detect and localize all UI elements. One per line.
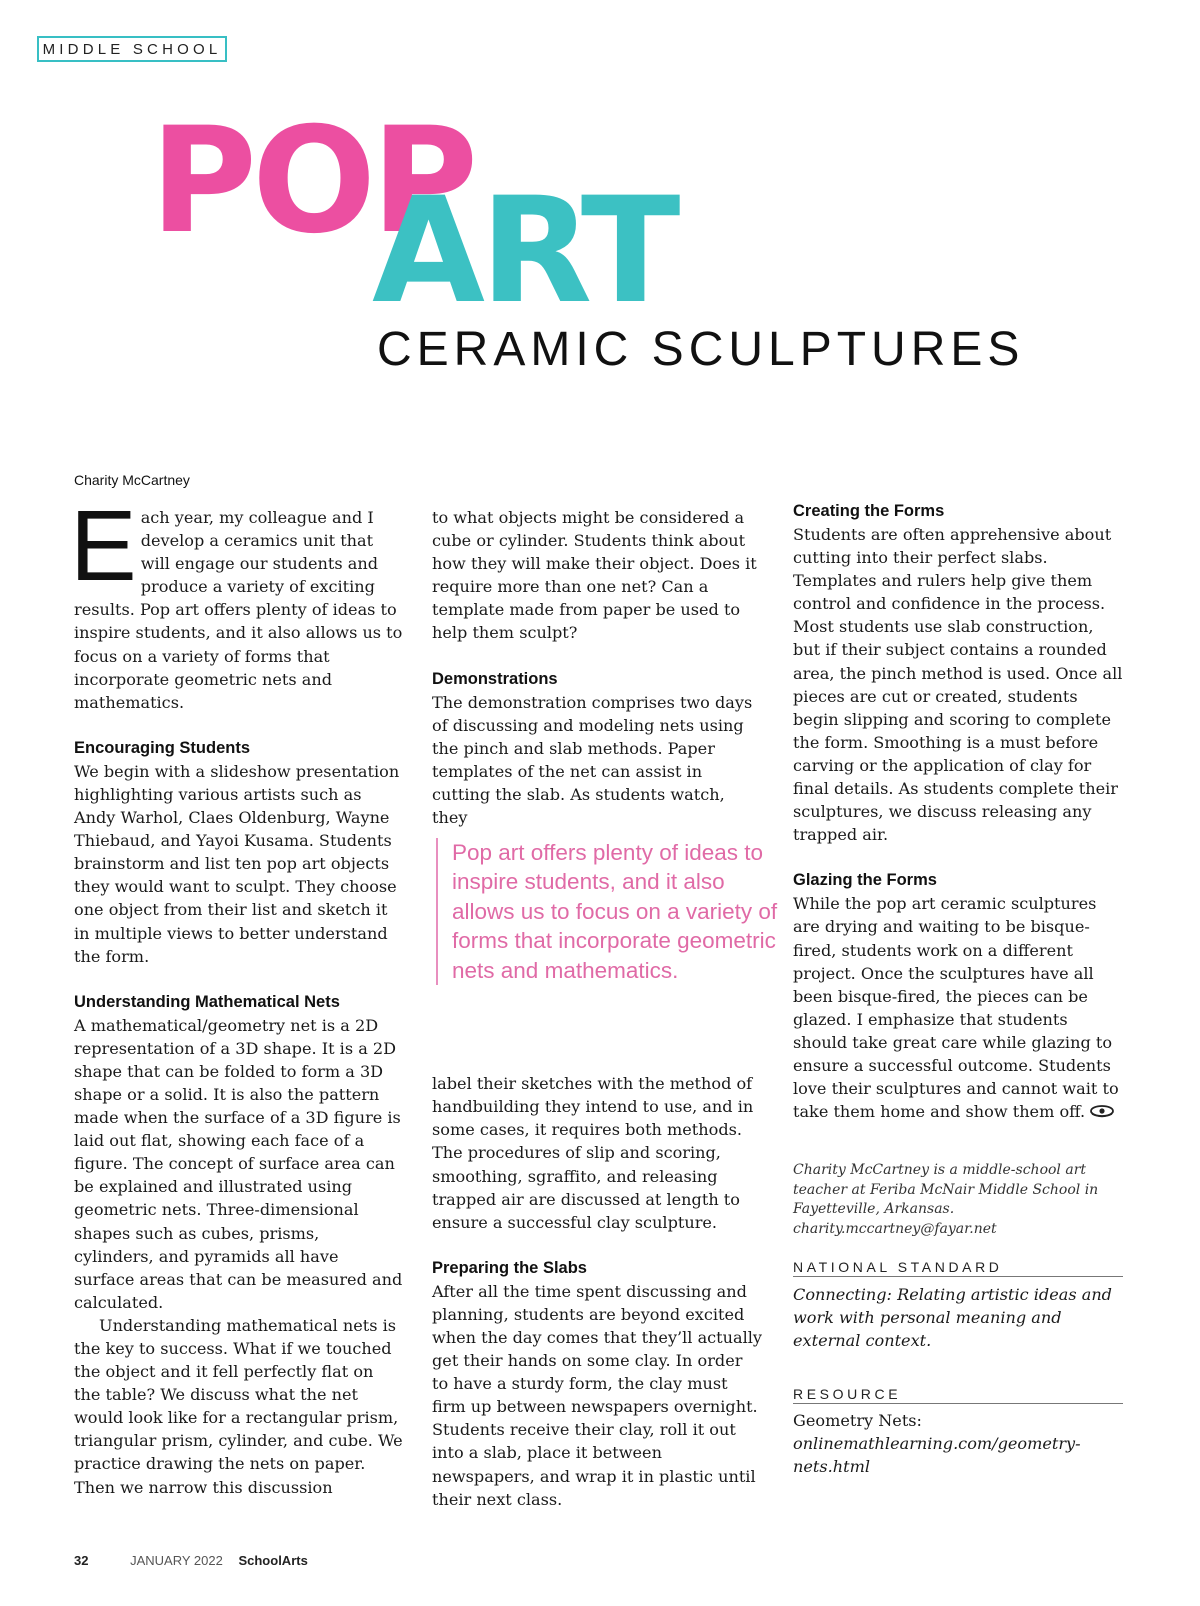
intro-text: ach year, my colleague and I develop a ceramics unit that will engage our students and produce a variety of exciting results. Pop art offers plenty of ideas to inspire students, and it also allows us to focus on a variety of forms that incorporate geometric nets and mathematics.	[74, 508, 403, 712]
nets-body-1: A mathematical/geometry net is a 2D representation of a 3D shape. It is a 2D shape that can be folded to form a 3D shape or a solid. It is also the pattern made when the surface of a 3D figure is laid out flat, showing each face of a figure. The concept of surface area can be explained and illustrated using geometric nets. Three-dimensional shapes such as cubes, prisms, cylinders, and pyramids all have surface areas that can be measured and calculated.	[74, 1015, 403, 1312]
title-pop: POP	[150, 96, 474, 266]
heading-glazing: Glazing the Forms	[793, 871, 937, 890]
magazine-name: SchoolArts	[238, 1553, 308, 1568]
nets-body-3: to what objects might be considered a cube or cylinder. Students think about how they will make their object. Does it require more than one net? Can a template made from paper be used to help them sculpt?	[432, 508, 757, 643]
title-art: ART	[372, 166, 676, 336]
author-bio: Charity McCartney is a middle-school art teacher at Feriba McNair Middle School in Fayetteville, Arkansas. charity.mccartney@fayar.net	[793, 1162, 1099, 1237]
resource-label: RESOURCE	[793, 1386, 1123, 1404]
heading-demonstrations: Demonstrations	[432, 669, 558, 688]
pull-quote: Pop art offers plenty of ideas to inspire students, and it also allows us to focus on a variety of forms that incorporate geometric nets and mathematics.	[436, 838, 782, 985]
page-number: 32	[74, 1553, 89, 1568]
forms-body: Students are often apprehensive about cutting into their perfect slabs. Templates and rulers help give them control and confidence in the process. Most students use slab construction, but if their subject contains a rounded area, the pinch method is used. Once all pieces are cut or created, students begin slipping and scoring to complete the form. Smoothing is a must before carving or the application of clay for final details. As students complete their sculptures, we discuss releasing any trapped air.	[793, 525, 1123, 845]
slabs-body: After all the time spent discussing and planning, students are beyond excited when the day comes that they’ll actually get their hands on some clay. In order to have a sturdy form, the clay must firm up between newspapers overnight. Students receive their clay, roll it out into a slab, place it between newspapers, and wrap it in plastic until their next class.	[432, 1281, 762, 1509]
section-tag: MIDDLE SCHOOL	[37, 36, 227, 62]
heading-nets: Understanding Mathematical Nets	[74, 992, 340, 1011]
page-footer	[74, 1553, 308, 1568]
glazing-paragraph	[793, 892, 1125, 1124]
byline: Charity McCartney	[74, 472, 190, 488]
resource-prefix: Geometry Nets:	[793, 1411, 922, 1430]
nets-body-2: Understanding mathematical nets is the key to success. What if we touched the object and it fell perfectly flat on the table? We discuss what the net would look like for a rectangular prism, triangular prism, cylinder, and cube. We practice drawing the nets on paper. Then we narrow this discussion	[74, 1315, 403, 1497]
resource-link[interactable]: onlinemathlearning.com/geometry-nets.html	[793, 1434, 1081, 1476]
issue-date: JANUARY 2022	[130, 1553, 223, 1568]
resource-text	[793, 1409, 1128, 1478]
subtitle: CERAMIC SCULPTURES	[377, 323, 1025, 376]
heading-encouraging: Encouraging Students	[74, 738, 251, 757]
intro-paragraph	[70, 490, 404, 714]
demonstrations-body-1: The demonstration comprises two days of discussing and modeling nets using the pinch and slab methods. Paper templates of the net can assist in cutting the slab. As students watch, they	[432, 692, 753, 828]
drop-cap: E	[70, 490, 137, 602]
column-3	[793, 500, 1125, 1124]
eye-logo-icon	[1089, 1101, 1115, 1124]
encouraging-body: We begin with a slideshow presentation highlighting various artists such as Andy Warhol, Claes Oldenburg, Wayne Thiebaud, and Yayoi Kusama. Students brainstorm and list ten pop art objects they would want to sculpt. They choose one object from their list and sketch it in multiple views to better understand the form.	[74, 761, 400, 966]
national-standard-label: NATIONAL STANDARD	[793, 1259, 1123, 1277]
national-standard-text: Connecting: Relating artistic ideas and work with personal meaning and external context.	[793, 1285, 1112, 1350]
column-1	[70, 490, 404, 1499]
column-2	[432, 506, 762, 1511]
heading-forms: Creating the Forms	[793, 502, 945, 520]
demonstrations-body-2: label their sketches with the method of handbuilding they intend to use, and in some cases, it requires both methods. The procedures of slip and scoring, smoothing, sgraffito, and releasing trapped air are discussed at length to ensure a successful clay sculpture.	[432, 1074, 754, 1232]
glazing-body: While the pop art ceramic sculptures are drying and waiting to be bisque-fired, students work on a different project. Once the sculptures have all been bisque-fired, the pieces can be glazed. I emphasize that students should take great care while glazing to ensure a successful outcome. Students love their sculptures and cannot wait to take them home and show them off.	[793, 894, 1119, 1122]
heading-slabs: Preparing the Slabs	[432, 1258, 587, 1277]
